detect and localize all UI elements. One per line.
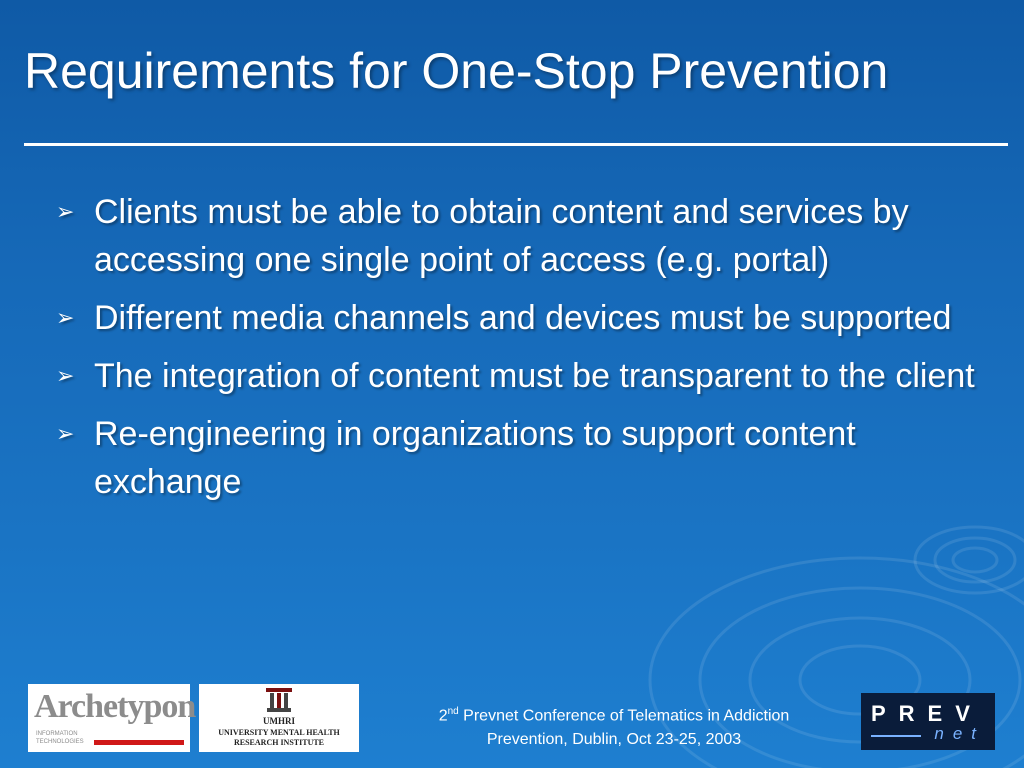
bullet-text: Re-engineering in organizations to support content exchange xyxy=(94,415,856,501)
umhri-name-line: RESEARCH INSTITUTE xyxy=(233,738,325,747)
arrow-bullet-icon: ➢ xyxy=(56,421,75,446)
prevnet-line xyxy=(871,735,921,737)
slide-title: Requirements for One-Stop Prevention xyxy=(24,43,889,99)
footer-ordinal: 2 xyxy=(438,707,448,725)
umhri-abbreviation: UMHRI xyxy=(263,716,295,726)
pillar-icon xyxy=(265,687,293,713)
archetypon-subtitle: INFORMATION TECHNOLOGIES xyxy=(36,731,84,745)
archetypon-wordmark: Archetypon xyxy=(34,688,196,725)
bullet-text: Clients must be able to obtain content and services by accessing one single point of access (e.g. portal) xyxy=(94,193,909,279)
archetypon-logo xyxy=(28,684,196,752)
arrow-bullet-icon: ➢ xyxy=(56,199,75,224)
footer-line-1-text: Prevnet Conference of Telematics in Addiction xyxy=(458,707,790,725)
arrow-bullet-icon: ➢ xyxy=(56,305,75,330)
umhri-full-name xyxy=(199,728,359,748)
umhri-name-line: UNIVERSITY MENTAL HEALTH xyxy=(218,728,340,737)
archetypon-red-bar xyxy=(94,740,184,745)
prevnet-prev-word: PREV xyxy=(871,701,983,726)
bullet-item xyxy=(56,188,976,284)
bullet-item xyxy=(56,352,976,400)
footer-line-2: Prevention, Dublin, Oct 23-25, 2003 xyxy=(486,731,742,749)
prevnet-logo xyxy=(861,693,995,750)
bullet-item xyxy=(56,410,976,506)
title-divider xyxy=(24,143,1008,146)
footer-ordinal-suffix: nd xyxy=(447,706,459,717)
arrow-bullet-icon: ➢ xyxy=(56,363,75,388)
bullet-text: The integration of content must be transparent to the client xyxy=(94,357,975,395)
footer-conference-text xyxy=(372,700,856,752)
umhri-logo xyxy=(199,684,359,752)
footer-line-1 xyxy=(372,700,856,728)
bullet-list xyxy=(56,188,976,516)
bullet-text: Different media channels and devices must be supported xyxy=(94,299,952,337)
prevnet-net-word: net xyxy=(934,724,985,743)
bullet-item xyxy=(56,294,976,342)
